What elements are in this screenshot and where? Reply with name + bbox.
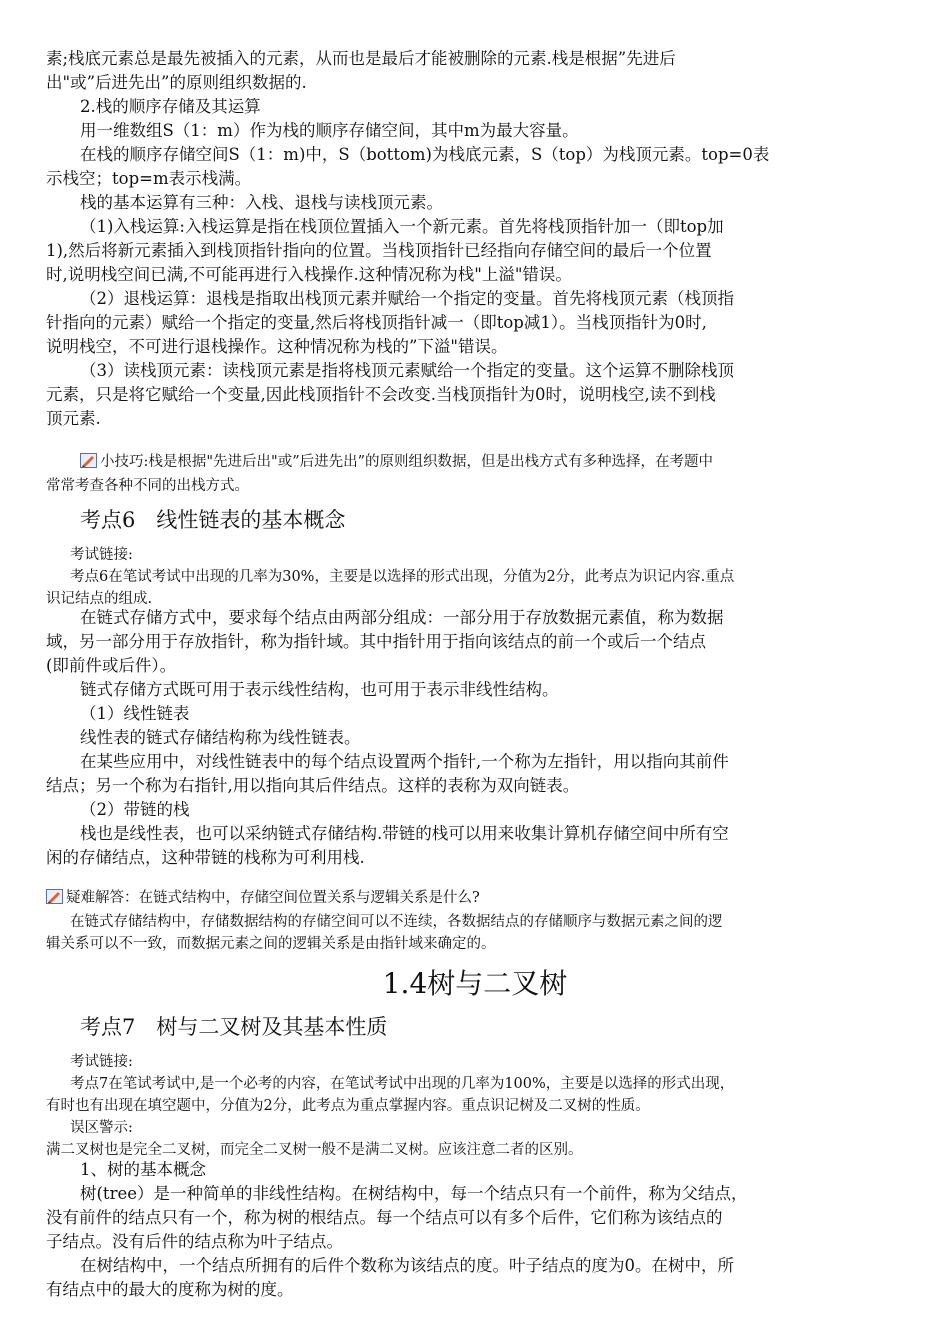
pencil-icon [46,889,63,904]
tip-text: 小技巧:栈是根据"先进后出"或”后进先出”的原则组织数据，但是出栈方式有多种选择，在考题中 [100,454,714,470]
text-line: 结点；另一个称为右指针,用以指向其后件结点。这样的表称为双向链表。 [46,776,580,795]
text-line: 子结点。没有后件的结点称为叶子结点。 [46,1232,343,1251]
chapter-title: 1.4树与二叉树 [382,967,568,1000]
text-line: 有结点中的最大的度称为树的度。 [46,1280,294,1299]
subheading-linked-list: （1）线性链表 [80,704,190,723]
section-heading: 考点7 树与二叉树及其基本性质 [80,1015,388,1039]
text-line: 元素，只是将它赋给一个变量,因此栈顶指针不会改变.当栈顶指针为0时，说明栈空,读不到栈 [46,385,716,404]
text-line: 在树结构中，一个结点所拥有的后件个数称为该结点的度。叶子结点的度为0。在树中，所 [80,1256,734,1275]
text-line: 在某些应用中，对线性链表中的每个结点设置两个指针,一个称为左指针，用以指向其前件 [80,752,729,771]
text-line: 闲的存储结点，这种带链的栈称为可利用栈. [46,848,365,867]
warning-label: 误区警示: [70,1120,133,1136]
text-line: 针指向的元素）赋给一个指定的变量,然后将栈顶指针减一（即top减1）。当栈顶指针为0时, [46,313,707,332]
exam-link-text: 有时也有出现在填空题中，分值为2分，此考点为重点掌握内容。重点识记树及二叉树的性质。 [46,1098,650,1114]
text-line: 链式存储方式既可用于表示线性结构，也可用于表示非线性结构。 [80,680,559,699]
text-line: 用一维数组S（1：m）作为栈的顺序存储空间，其中m为最大容量。 [80,121,579,140]
text-line: 示栈空；top=m表示栈满。 [46,169,252,188]
text-line: 栈也是线性表，也可以采纳链式存储结构.带链的栈可以用来收集计算机存储空间中所有空 [80,824,729,843]
text-line: 出"或”后进先出”的原则组织数据的. [46,73,307,92]
exam-link-text: 考点6在笔试考试中出现的几率为30%，主要是以选择的形式出现，分值为2分，此考点为识记内容.重点 [70,569,735,585]
subheading-linked-stack: （2）带链的栈 [80,800,190,819]
warning-text: 满二叉树也是完全二叉树，而完全二叉树一般不是满二叉树。应该注意二者的区别。 [46,1142,583,1158]
faq-answer: 辑关系可以不一致，而数据元素之间的逻辑关系是由指针域来确定的。 [46,936,496,952]
subheading-sequential-stack: 2.栈的顺序存储及其运算 [80,97,261,116]
tip-text: 常常考查各种不同的出栈方式。 [46,478,249,494]
faq-answer: 在链式存储结构中，存储数据结构的存储空间可以不连续，各数据结点的存储顺序与数据元素之间的逻 [70,914,723,930]
tip-line [80,450,904,474]
text-line: 说明栈空，不可进行退栈操作。这种情况称为栈的”下溢"错误。 [46,337,508,356]
text-line: 时,说明栈空间已满,不可能再进行入栈操作.这种情况称为栈"上溢"错误。 [46,265,572,284]
text-line: （2）退栈运算：退栈是指取出栈顶元素并赋给一个指定的变量。首先将栈顶元素（栈顶指 [80,289,734,308]
text-line: 在链式存储方式中，要求每个结点由两部分组成：一部分用于存放数据元素值，称为数据 [80,608,724,627]
subheading-tree-basics: 1、树的基本概念 [80,1160,206,1179]
text-line: 树(tree）是一种简单的非线性结构。在树结构中，每一个结点只有一个前件，称为父结点， [80,1184,748,1203]
section-heading: 考点6 线性链表的基本概念 [80,508,346,532]
text-line: 顶元素. [46,409,101,428]
text-line: 素;栈底元素总是最先被插入的元素，从而也是最后才能被删除的元素.栈是根据”先进后 [46,49,676,68]
text-line: （3）读栈顶元素：读栈顶元素是指将栈顶元素赋给一个指定的变量。这个运算不删除栈顶 [80,361,734,380]
exam-link-text: 识记结点的组成. [46,591,153,607]
text-line: （1)入栈运算:入栈运算是指在栈顶位置插入一个新元素。首先将栈顶指针加一（即top加 [80,217,724,236]
text-line: 栈的基本运算有三种：入栈、退栈与读栈顶元素。 [80,193,443,212]
faq-question-line [46,886,904,910]
text-line: (即前件或后件）。 [46,656,177,675]
pencil-icon [80,453,97,468]
exam-link-text: 考点7在笔试考试中,是一个必考的内容，在笔试考试中出现的几率为100%，主要是以选择的形式出现， [70,1076,735,1092]
text-line: 没有前件的结点只有一个，称为树的根结点。每一个结点可以有多个后件，它们称为该结点的 [46,1208,723,1227]
text-line: 线性表的链式存储结构称为线性链表。 [80,728,361,747]
text-line: 域，另一部分用于存放指针，称为指针域。其中指针用于指向该结点的前一个或后一个结点 [46,632,706,651]
text-line: 在栈的顺序存储空间S（1：m)中，S（bottom)为栈底元素，S（top）为栈顶元素。top=0表 [80,145,770,164]
exam-link-label: 考试链接: [70,547,133,563]
text-line: 1),然后将新元素插入到栈顶指针指向的位置。当栈顶指针已经指向存储空间的最后一个位置 [46,241,712,260]
faq-question: 疑难解答：在链式结构中，存储空间位置关系与逻辑关系是什么? [66,890,480,906]
exam-link-label: 考试链接: [70,1054,133,1070]
